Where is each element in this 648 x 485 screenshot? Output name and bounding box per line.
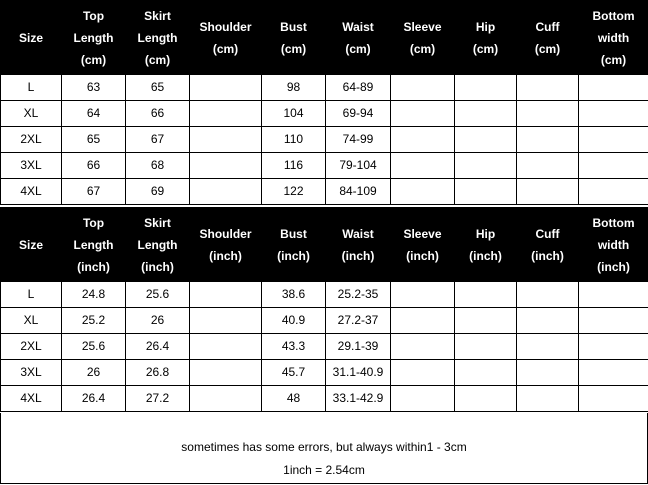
cm-header-text: Bottom (592, 8, 635, 23)
inch-header-cell (326, 208, 391, 282)
inch-header-text: Bottom (592, 215, 635, 230)
cm-table-cell: 122 (262, 179, 326, 205)
cm-table-cell (190, 75, 262, 101)
inch-header-cell (190, 208, 262, 282)
cm-table-cell (455, 153, 517, 179)
cm-header-cell (62, 1, 126, 75)
cm-table-cell: 67 (62, 179, 126, 205)
inch-table-cell: 43.3 (262, 334, 326, 360)
cm-table-cell (517, 101, 579, 127)
inch-table-cell (190, 334, 262, 360)
inch-table-cell (391, 386, 455, 412)
measurement-note (0, 413, 648, 484)
cm-table-cell: 116 (262, 153, 326, 179)
inch-table-cell (517, 360, 579, 386)
cm-table-cell (190, 127, 262, 153)
cm-table-cell (391, 179, 455, 205)
cm-header-text: Shoulder (199, 19, 252, 34)
cm-header-text: Length (137, 30, 178, 45)
cm-table-row (1, 179, 648, 205)
cm-table-cell: L (1, 75, 62, 101)
cm-header-text: Waist (342, 19, 374, 34)
inch-table-cell (455, 282, 517, 308)
cm-table-cell: 110 (262, 127, 326, 153)
inch-table-cell: 26.8 (126, 360, 190, 386)
cm-table-row (1, 101, 648, 127)
cm-table-cell: 74-99 (326, 127, 391, 153)
inch-header-cell (455, 208, 517, 282)
cm-table-cell: 4XL (1, 179, 62, 205)
inch-header-text: (inch) (277, 248, 310, 263)
inch-table-cell (455, 386, 517, 412)
inch-table-cell: 25.6 (62, 334, 126, 360)
cm-table-cell (517, 75, 579, 101)
inch-header-cell (517, 208, 579, 282)
inch-table-cell (517, 386, 579, 412)
cm-table-cell: 69 (126, 179, 190, 205)
cm-table-cell: 2XL (1, 127, 62, 153)
inch-table-cell: 26.4 (62, 386, 126, 412)
cm-table-cell (391, 75, 455, 101)
cm-header-text: (cm) (144, 52, 171, 67)
inch-table-cell: 25.2 (62, 308, 126, 334)
inch-header-cell (262, 208, 326, 282)
cm-header-text: Length (73, 30, 114, 45)
inch-table-cell (391, 334, 455, 360)
cm-table-cell (517, 153, 579, 179)
cm-table-cell: 68 (126, 153, 190, 179)
inch-header-text: (inch) (77, 259, 110, 274)
cm-header-text: (cm) (345, 41, 371, 56)
cm-table-cell: 84-109 (326, 179, 391, 205)
inch-table-row (1, 334, 648, 360)
inch-table-cell: 38.6 (262, 282, 326, 308)
inch-table-cell: 26 (62, 360, 126, 386)
inch-table-cell: XL (1, 308, 62, 334)
cm-table-cell: 66 (62, 153, 126, 179)
cm-table-cell: 79-104 (326, 153, 391, 179)
cm-table-cell: 65 (62, 127, 126, 153)
cm-header-cell (262, 1, 326, 75)
cm-table-cell: 64-89 (326, 75, 391, 101)
inch-header-text: Bust (280, 226, 307, 241)
inch-table-cell: 3XL (1, 360, 62, 386)
inch-table-cell (190, 282, 262, 308)
inch-header-text: Top (82, 215, 105, 230)
cm-header-text: Size (18, 30, 43, 45)
cm-table-row (1, 153, 648, 179)
inch-table-cell: 26 (126, 308, 190, 334)
cm-header-cell (391, 1, 455, 75)
cm-table-cell (190, 179, 262, 205)
inch-header-cell (391, 208, 455, 282)
cm-table-cell (455, 75, 517, 101)
cm-table-row (1, 127, 648, 153)
inch-table-cell (455, 360, 517, 386)
inch-table-cell: 40.9 (262, 308, 326, 334)
cm-header-cell (190, 1, 262, 75)
cm-table-cell: 66 (126, 101, 190, 127)
inch-header-text: Length (73, 237, 114, 252)
cm-table-cell: 104 (262, 101, 326, 127)
inch-header-text: Hip (475, 226, 496, 241)
inch-table-cell: 25.2-35 (326, 282, 391, 308)
inch-header-text: Length (137, 237, 178, 252)
inch-table-cell (391, 308, 455, 334)
cm-table-cell (391, 101, 455, 127)
inch-table-row (1, 282, 648, 308)
cm-table-cell (190, 101, 262, 127)
inch-table-cell (579, 282, 648, 308)
cm-table-cell: 65 (126, 75, 190, 101)
inch-table-cell: 45.7 (262, 360, 326, 386)
inch-header-cell (579, 208, 648, 282)
cm-table-cell (455, 179, 517, 205)
inch-table-cell: 2XL (1, 334, 62, 360)
inch-header-text: Size (18, 237, 43, 252)
inch-header-cell (126, 208, 190, 282)
inch-table-row (1, 386, 648, 412)
cm-header-text: (cm) (534, 41, 561, 56)
inch-table-cell (517, 282, 579, 308)
cm-header-text: (cm) (600, 52, 627, 67)
cm-table-cell: 98 (262, 75, 326, 101)
inch-header-cell (1, 208, 62, 282)
inch-table-cell (517, 334, 579, 360)
cm-header-text: (cm) (280, 41, 307, 56)
inch-table-cell (579, 360, 648, 386)
inch-header-text: (inch) (469, 248, 502, 263)
inch-table-cell: 24.8 (62, 282, 126, 308)
cm-header-text: Sleeve (403, 19, 442, 34)
inch-header-text: Sleeve (403, 226, 442, 241)
cm-header-text: width (597, 30, 630, 45)
inch-header-text: Waist (342, 226, 374, 241)
inch-header-cell (62, 208, 126, 282)
cm-table-cell: 3XL (1, 153, 62, 179)
cm-table-cell (579, 153, 648, 179)
inch-table-cell: 27.2 (126, 386, 190, 412)
cm-table-cell (190, 153, 262, 179)
cm-table-cell (455, 101, 517, 127)
size-chart-inch-table (0, 207, 648, 412)
cm-header-text: Bust (280, 19, 307, 34)
inch-header-text: (inch) (141, 259, 174, 274)
cm-header-text: (cm) (212, 41, 239, 56)
cm-table-cell (455, 127, 517, 153)
inch-table-cell (391, 360, 455, 386)
error-note-text: sometimes has some errors, but always within1 - 3cm (181, 440, 467, 454)
cm-header-cell (517, 1, 579, 75)
cm-table-row (1, 75, 648, 101)
inch-table-cell: 29.1-39 (326, 334, 391, 360)
cm-table-cell (391, 153, 455, 179)
cm-table-cell (579, 179, 648, 205)
cm-header-text: Hip (475, 19, 496, 34)
inch-header-text: Cuff (535, 226, 560, 241)
cm-header-text: (cm) (472, 41, 499, 56)
cm-table-cell: 64 (62, 101, 126, 127)
inch-table-cell: 27.2-37 (326, 308, 391, 334)
cm-table-cell (517, 179, 579, 205)
cm-header-row (1, 1, 648, 75)
inch-header-row (1, 208, 648, 282)
inch-table-cell: 48 (262, 386, 326, 412)
inch-table-cell (455, 334, 517, 360)
cm-header-cell (326, 1, 391, 75)
cm-table-cell: XL (1, 101, 62, 127)
inch-header-text: Skirt (144, 215, 171, 230)
cm-header-cell (579, 1, 648, 75)
inch-table-cell (391, 282, 455, 308)
inch-header-text: (inch) (406, 248, 439, 263)
inch-header-text: (inch) (209, 248, 242, 263)
inch-header-text: (inch) (341, 248, 375, 263)
cm-table-cell (579, 101, 648, 127)
cm-table-cell (517, 127, 579, 153)
cm-table-cell (579, 127, 648, 153)
inch-table-cell (579, 308, 648, 334)
cm-header-cell (455, 1, 517, 75)
cm-header-text: Cuff (535, 19, 560, 34)
inch-header-text: (inch) (531, 248, 564, 263)
inch-header-text: (inch) (597, 259, 630, 274)
conversion-note-text: 1inch = 2.54cm (283, 463, 365, 477)
inch-header-text: width (597, 237, 630, 252)
cm-header-text: (cm) (409, 41, 436, 56)
cm-table-cell: 67 (126, 127, 190, 153)
cm-table-cell (391, 127, 455, 153)
inch-header-text: Shoulder (199, 226, 252, 241)
inch-table-cell (579, 334, 648, 360)
cm-table-cell (579, 75, 648, 101)
cm-table-cell: 69-94 (326, 101, 391, 127)
inch-table-row (1, 308, 648, 334)
size-chart-cm-table (0, 0, 648, 205)
inch-table-cell: 31.1-40.9 (326, 360, 391, 386)
cm-header-text: (cm) (80, 52, 107, 67)
inch-table-cell: L (1, 282, 62, 308)
inch-table-cell: 33.1-42.9 (326, 386, 391, 412)
inch-table-cell (190, 386, 262, 412)
inch-table-row (1, 360, 648, 386)
cm-header-cell (126, 1, 190, 75)
cm-table-cell: 63 (62, 75, 126, 101)
cm-header-text: Top (82, 8, 105, 23)
inch-table-cell: 25.6 (126, 282, 190, 308)
inch-table-cell: 26.4 (126, 334, 190, 360)
inch-table-cell: 4XL (1, 386, 62, 412)
inch-table-cell (190, 360, 262, 386)
inch-table-cell (579, 386, 648, 412)
inch-table-cell (455, 308, 517, 334)
inch-table-cell (190, 308, 262, 334)
cm-header-cell (1, 1, 62, 75)
cm-header-text: Skirt (144, 8, 171, 23)
inch-table-cell (517, 308, 579, 334)
